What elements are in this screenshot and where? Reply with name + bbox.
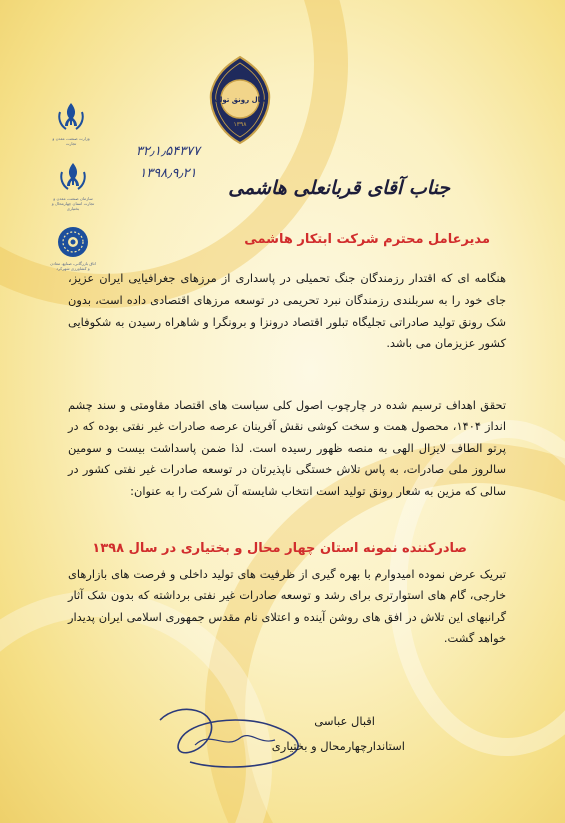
signatory-name: اقبال عباسی bbox=[314, 714, 375, 728]
logo-caption: وزارت صنعت، معدن و تجارت bbox=[52, 136, 90, 146]
logo-caption: سازمان صنعت، معدن و تجارت استان چهارمحال و بختیاری bbox=[51, 196, 95, 211]
paragraph-1: هنگامه ای که اقتدار رزمندگان جنگ تحمیلی در پاسداری از مرزهای جغرافیایی ایران عزیز، جای خود را به سربلندی رزمندگان نبرد تحریمی در توسعه مرزهای اقتصادی داده است، بدون شک رونق تولید صادراتی تجلیگاه تبلور اقتصاد درونزا و برونگرا و شاهراه رسیدن به شکوفایی کشور عزیزمان می باشد. bbox=[68, 271, 506, 351]
iran-emblem-icon bbox=[54, 100, 88, 134]
salutation: جناب آقای قربانعلی هاشمی bbox=[228, 177, 450, 199]
reference-block bbox=[108, 141, 228, 185]
logo-caption: اتاق بازرگانی، صنایع، معادن و کشاورزی شهرکرد bbox=[50, 261, 96, 271]
ministry-logo bbox=[48, 100, 94, 146]
award-headline: صادرکننده نمونه استان چهار محال و بختیاری در سال ۱۳۹۸ bbox=[92, 541, 467, 556]
emblem-year: ۱۳۹۸ bbox=[233, 121, 247, 128]
iran-emblem-icon bbox=[56, 160, 90, 194]
paragraph-2: تحقق اهداف ترسیم شده در چارچوب اصول کلی سیاست های اقتصاد مقاومتی و سند چشم انداز ۱۴۰۴، محصول همت و سخت کوشی نقش آفرینان عرصه صادرات غیر نفتی بوده که در پرتو الطاف لایزال الهی به منصه ظهور رسیده است. لذا ضمن پاسداشت بیست و سومین سالروز ملی صادرات، به پاس تلاش خستگی ناپذیرتان در توسعه صادرات غیر نفتی کشور در سالی که مزین به شعار رونق تولید است انتخاب شایسته آن شرکت را به عنوان: bbox=[68, 398, 506, 498]
chamber-of-commerce-logo bbox=[50, 225, 96, 271]
handwritten-signature bbox=[150, 690, 320, 780]
chamber-of-commerce-icon bbox=[56, 225, 90, 259]
emblem-inscription: سال رونق تولید bbox=[212, 96, 268, 104]
reference-date: ۱۳۹۸٫۹٫۲۱ bbox=[139, 166, 197, 181]
year-slogan-emblem bbox=[207, 55, 273, 145]
reference-number: ۳۲٫۱٫۵۴۳۷۷ bbox=[135, 144, 201, 159]
provincial-organization-logo bbox=[50, 160, 96, 211]
recipient-title: مدیرعامل محترم شرکت ابتکار هاشمی bbox=[244, 232, 490, 247]
signatory-title: استاندارچهارمحال و بختیاری bbox=[271, 739, 405, 753]
paragraph-3: تبریک عرض نموده امیدوارم با بهره گیری از ظرفیت های تولید داخلی و فرصت های بازارهای خارجی، گام های استوارتری برای رشد و توسعه صادرات غیر نفتی برداشته که بدون شک آثار گرانبهای این تلاش در افق های روشن آینده و اعتلای نام مقدس جمهوری اسلامی ایران پدیدار خواهد گشت. bbox=[68, 567, 506, 646]
